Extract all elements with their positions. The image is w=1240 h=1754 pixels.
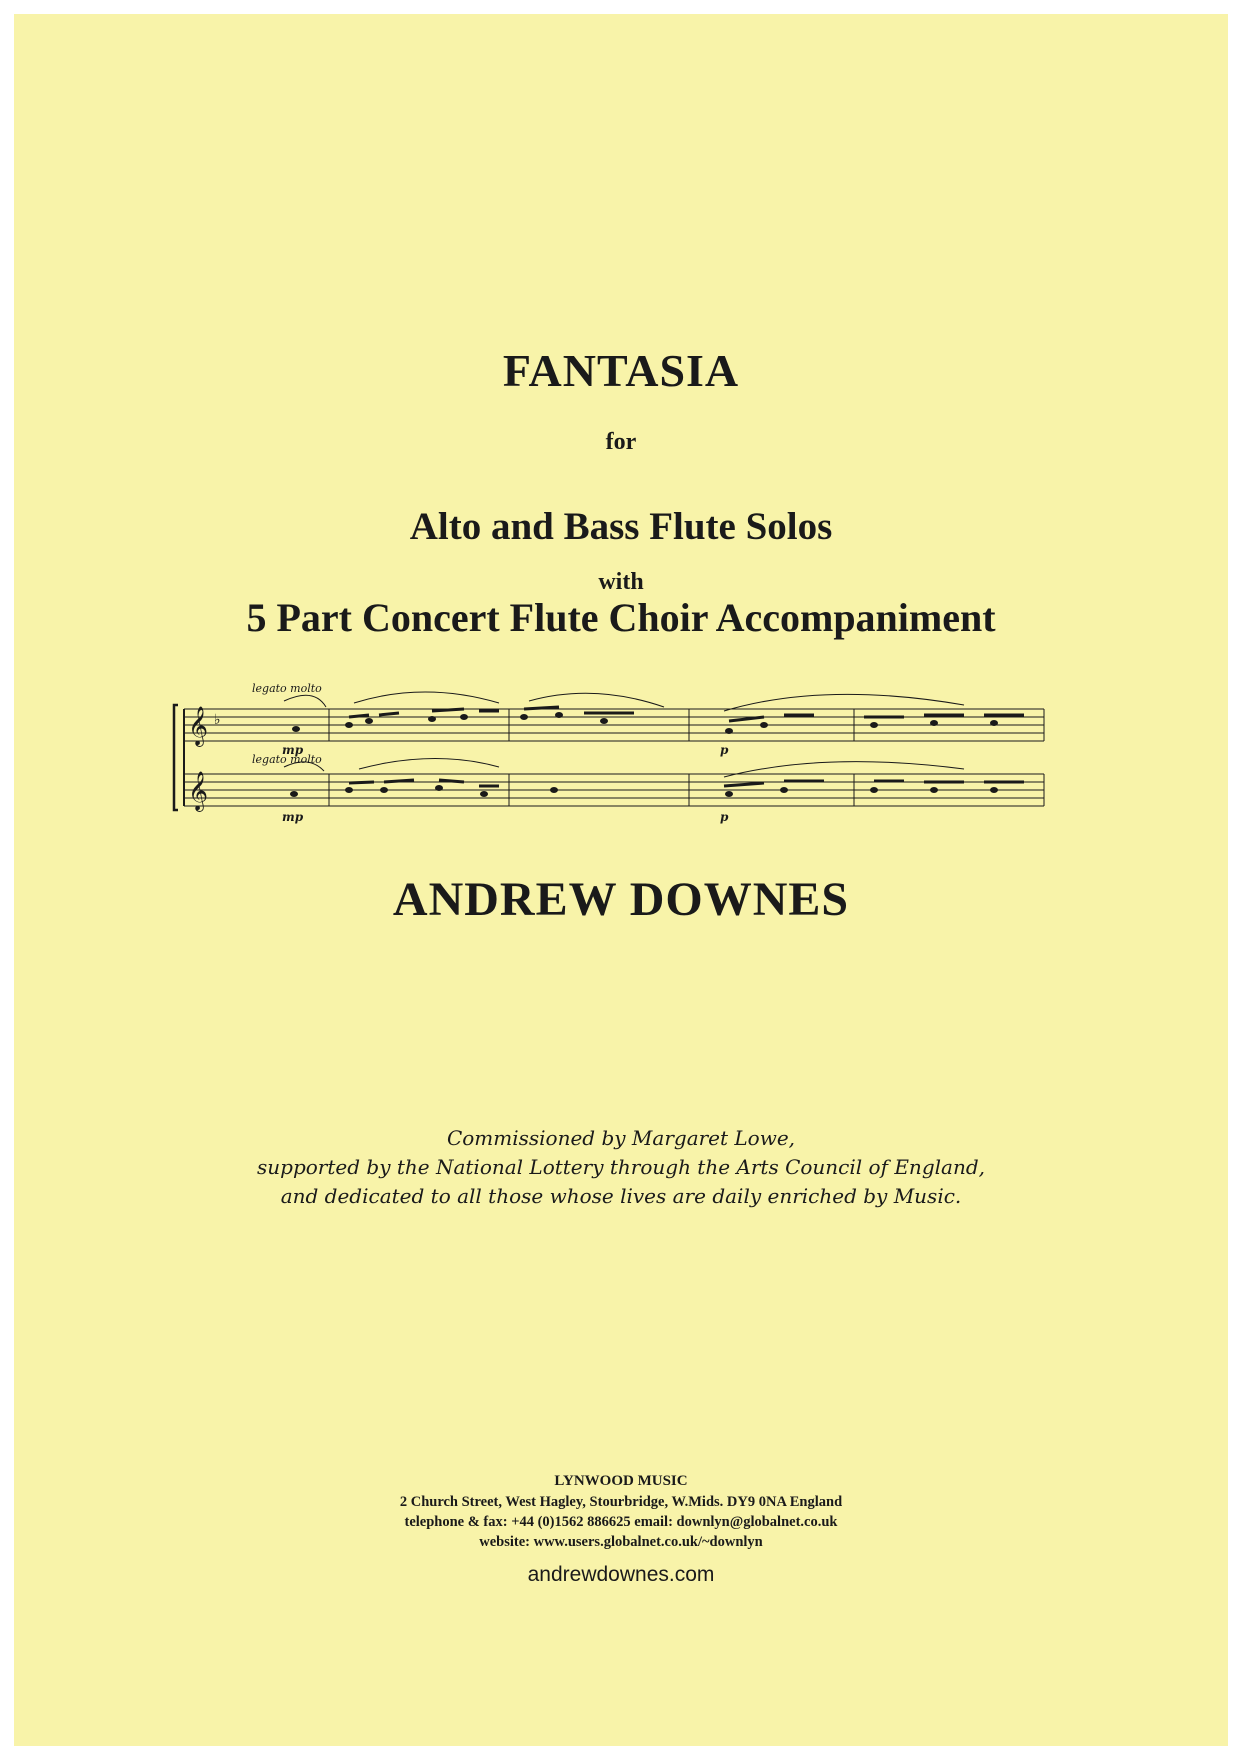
treble-clef-icon: 𝄞: [188, 771, 209, 811]
subtitle-with: with: [598, 569, 644, 595]
publisher-contact: telephone & fax: +44 (0)1562 886625 email: downlyn@globalnet.co.uk: [404, 1514, 838, 1530]
treble-clef-icon: 𝄞: [188, 706, 209, 746]
svg-text:legato molto: legato molto: [252, 682, 322, 695]
publisher-address: 2 Church Street, West Hagley, Stourbridge, W.Mids. DY9 0NA England: [399, 1494, 843, 1510]
subtitle-for: for: [605, 429, 637, 455]
svg-text:p: p: [720, 743, 729, 757]
publisher-name: LYNWOOD MUSIC: [554, 1473, 688, 1489]
composer-name: ANDREW DOWNES: [392, 873, 850, 926]
title: FANTASIA: [502, 345, 740, 396]
cover-page: [14, 14, 1228, 1746]
dedication-line: and dedicated to all those whose lives are daily enriched by Music.: [280, 1184, 962, 1208]
dedication-line: supported by the National Lottery through the Arts Council of England,: [257, 1155, 985, 1179]
composer-website: andrewdownes.com: [527, 1563, 715, 1586]
instrumentation-solos: Alto and Bass Flute Solos: [409, 505, 833, 548]
svg-text:mp: mp: [282, 810, 304, 824]
publisher-website: website: www.users.globalnet.co.uk/~downlyn: [479, 1534, 763, 1550]
svg-text:♭: ♭: [214, 712, 221, 728]
instrumentation-accompaniment: 5 Part Concert Flute Choir Accompaniment: [246, 595, 996, 640]
dedication-line: Commissioned by Margaret Lowe,: [446, 1126, 796, 1150]
dedication: [14, 1124, 1228, 1211]
music-excerpt: [164, 679, 1064, 829]
svg-text:p: p: [720, 810, 729, 824]
svg-text:legato molto: legato molto: [252, 753, 322, 766]
svg-text:mp: mp: [282, 743, 304, 757]
